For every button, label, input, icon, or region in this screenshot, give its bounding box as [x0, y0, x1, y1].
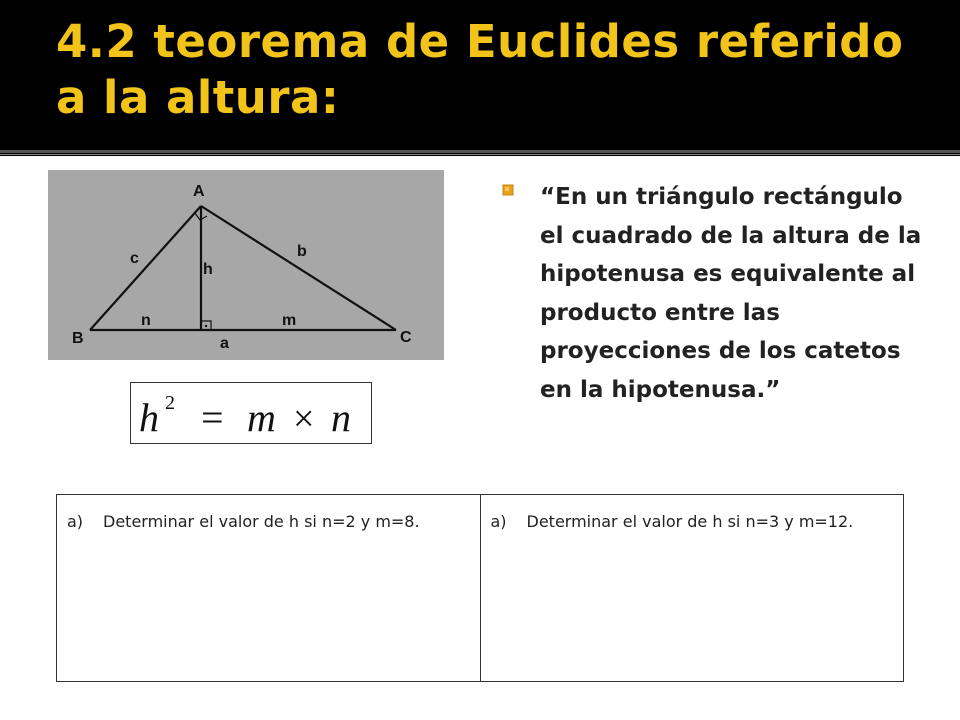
formula-times: × [293, 398, 315, 440]
right-angle-dot [205, 325, 207, 327]
exercise-item [67, 509, 470, 535]
title-divider-thin [0, 154, 960, 155]
base-a-label: a [220, 335, 229, 352]
title-divider [0, 150, 960, 153]
vertex-b-label: B [72, 330, 84, 347]
formula-n: n [331, 395, 351, 440]
formula-svg [131, 383, 371, 443]
exercise-cell-1 [57, 495, 480, 681]
proj-n-label: n [141, 312, 151, 329]
formula-m: m [247, 395, 276, 440]
side-b-label: b [297, 243, 307, 260]
square-bullet-icon [502, 184, 514, 196]
triangle-diagram [48, 170, 444, 360]
euclid-formula [130, 382, 372, 444]
theorem-bullet [502, 178, 922, 409]
exercise-table [56, 494, 904, 682]
exercise-text: Determinar el valor de h si n=2 y m=8. [103, 512, 420, 531]
side-b-line [201, 206, 396, 330]
formula-h: h [139, 395, 159, 440]
vertex-a-label: A [193, 183, 205, 200]
formula-equals: = [201, 395, 224, 440]
exercise-marker: a) [490, 512, 507, 531]
side-c-label: c [130, 250, 139, 267]
vertex-c-label: C [400, 329, 412, 346]
exercise-cell-2 [480, 495, 904, 681]
triangle-svg [48, 170, 444, 360]
theorem-text: “En un triángulo rectángulo el cuadrado de la altura de la hipotenusa es equivalente al producto entre las proyecciones de los catetos en la hipotenusa.” [540, 184, 922, 403]
height-label: h [203, 261, 213, 278]
formula-exponent: 2 [165, 392, 175, 414]
exercise-text: Determinar el valor de h si n=3 y m=12. [526, 512, 854, 531]
exercise-marker: a) [67, 512, 84, 531]
slide-title: 4.2 teorema de Euclides referido a la altura: [56, 15, 904, 124]
exercise-item [491, 509, 894, 535]
proj-m-label: m [282, 312, 297, 329]
title-bar [0, 0, 960, 150]
